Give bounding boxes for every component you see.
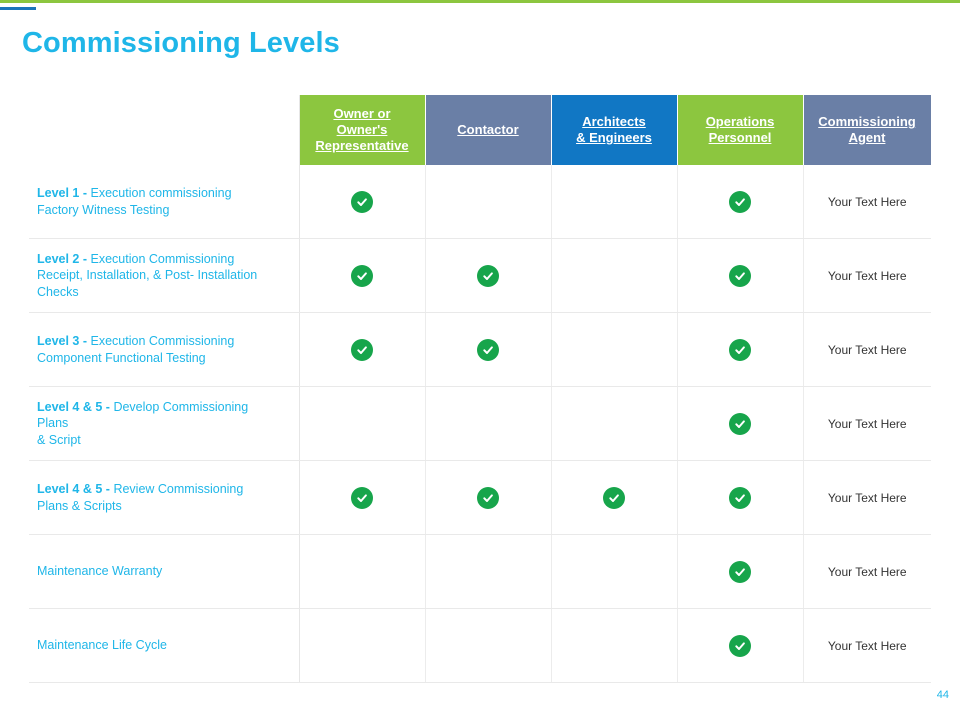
row-description: Execution Commissioning Receipt, Installation, & Post- Installation Checks <box>37 251 258 299</box>
check-cell <box>425 535 551 609</box>
row-level-prefix: Level 3 - <box>37 334 91 348</box>
row-label <box>29 535 299 609</box>
column-header-operations-personnel: Operations Personnel <box>677 95 803 165</box>
check-cell <box>299 609 425 683</box>
check-cell <box>425 239 551 313</box>
check-cell <box>299 387 425 461</box>
check-cell <box>299 461 425 535</box>
check-cell <box>551 239 677 313</box>
row-level-prefix: Level 4 & 5 - <box>37 482 114 496</box>
table-row <box>29 535 931 609</box>
check-cell <box>299 313 425 387</box>
check-cell <box>551 609 677 683</box>
row-label <box>29 387 299 461</box>
check-circle-icon <box>729 339 751 361</box>
check-cell <box>551 313 677 387</box>
check-cell <box>299 239 425 313</box>
check-cell <box>425 387 551 461</box>
check-circle-icon <box>477 265 499 287</box>
check-cell <box>677 239 803 313</box>
check-cell <box>551 387 677 461</box>
row-label <box>29 609 299 683</box>
check-cell <box>425 461 551 535</box>
check-circle-icon <box>477 487 499 509</box>
check-cell <box>677 609 803 683</box>
check-circle-icon <box>351 487 373 509</box>
table-row <box>29 609 931 683</box>
top-accent-bar <box>0 7 36 10</box>
row-level-prefix: Level 4 & 5 - <box>37 399 114 414</box>
row-label <box>29 313 299 387</box>
column-header-architects-engineers: Architects & Engineers <box>551 95 677 165</box>
row-level-prefix: Level 2 - <box>37 251 91 266</box>
check-circle-icon <box>603 487 625 509</box>
agent-text-cell: Your Text Here <box>803 165 931 239</box>
row-label <box>29 239 299 313</box>
table-body <box>29 165 931 683</box>
row-description: Maintenance Life Cycle <box>37 638 167 653</box>
row-description: Execution Commissioning Component Functional Testing <box>37 334 235 365</box>
table-header-row <box>29 95 931 165</box>
check-cell <box>299 535 425 609</box>
agent-text-cell: Your Text Here <box>803 461 931 535</box>
column-header-owner: Owner or Owner's Representative <box>299 95 425 165</box>
check-cell <box>425 165 551 239</box>
agent-text-cell: Your Text Here <box>803 535 931 609</box>
table-row <box>29 313 931 387</box>
check-circle-icon <box>351 265 373 287</box>
page-title: Commissioning Levels <box>22 27 340 59</box>
page-number: 44 <box>936 689 949 701</box>
top-rule <box>0 0 960 3</box>
commissioning-table <box>29 95 932 683</box>
check-circle-icon <box>351 191 373 213</box>
check-cell <box>551 165 677 239</box>
row-description: Review Commissioning Plans & Scripts <box>37 482 244 513</box>
check-circle-icon <box>729 191 751 213</box>
row-description: Execution commissioning Factory Witness Testing <box>37 186 232 217</box>
check-circle-icon <box>729 413 751 435</box>
column-header-commissioning-agent: Commissioning Agent <box>803 95 931 165</box>
check-circle-icon <box>729 487 751 509</box>
agent-text-cell: Your Text Here <box>803 609 931 683</box>
check-cell <box>425 609 551 683</box>
check-circle-icon <box>351 339 373 361</box>
agent-text-cell: Your Text Here <box>803 387 931 461</box>
row-label <box>29 461 299 535</box>
check-cell <box>677 387 803 461</box>
check-cell <box>677 535 803 609</box>
check-cell <box>551 535 677 609</box>
check-cell <box>677 461 803 535</box>
row-level-prefix: Level 1 - <box>37 186 91 200</box>
table-row <box>29 461 931 535</box>
check-circle-icon <box>477 339 499 361</box>
row-description: Maintenance Warranty <box>37 564 163 579</box>
column-header-contactor: Contactor <box>425 95 551 165</box>
check-circle-icon <box>729 635 751 657</box>
table-row <box>29 387 931 461</box>
row-description: Develop Commissioning Plans & Script <box>37 399 249 447</box>
check-cell <box>551 461 677 535</box>
check-circle-icon <box>729 265 751 287</box>
check-cell <box>299 165 425 239</box>
agent-text-cell: Your Text Here <box>803 313 931 387</box>
agent-text-cell: Your Text Here <box>803 239 931 313</box>
header-corner <box>29 95 299 165</box>
check-cell <box>677 165 803 239</box>
row-label <box>29 165 299 239</box>
check-cell <box>677 313 803 387</box>
check-circle-icon <box>729 561 751 583</box>
table-row <box>29 165 931 239</box>
table-row <box>29 239 931 313</box>
check-cell <box>425 313 551 387</box>
